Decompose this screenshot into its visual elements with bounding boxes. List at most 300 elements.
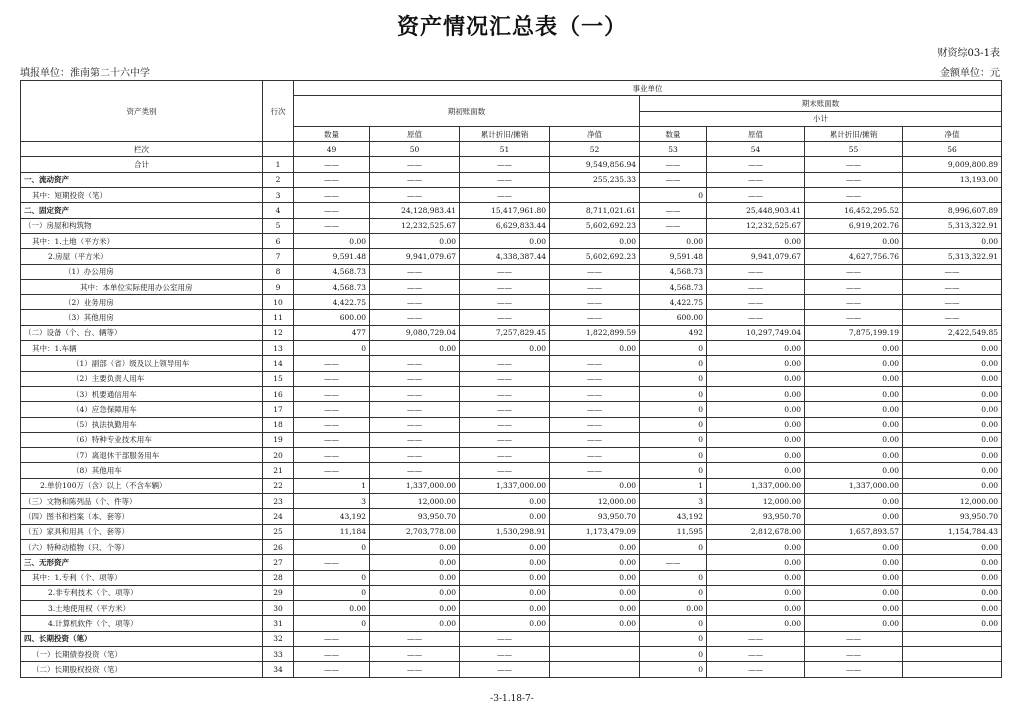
- row-value: 4,568.73: [294, 264, 370, 279]
- row-value: 0.00: [460, 555, 550, 570]
- row-value: 43,192: [640, 509, 707, 524]
- table-row: [21, 448, 1002, 463]
- row-value: 0: [640, 448, 707, 463]
- row-value: 8,996,607.89: [903, 203, 1002, 218]
- row-value: 0: [640, 646, 707, 661]
- row-value: ——: [707, 631, 805, 646]
- table-row: [21, 417, 1002, 432]
- row-value: 0.00: [460, 233, 550, 248]
- table-row: [21, 402, 1002, 417]
- row-value: ——: [460, 417, 550, 432]
- row-value: ——: [707, 310, 805, 325]
- amount-unit: 金额单位：元: [940, 68, 1000, 79]
- row-value: ——: [460, 463, 550, 478]
- table-row: [21, 218, 1002, 233]
- row-value: 0.00: [460, 601, 550, 616]
- table-row: [21, 631, 1002, 646]
- column-number: 50: [370, 142, 460, 157]
- row-value: 0.00: [805, 585, 903, 600]
- row-value: 0.00: [805, 233, 903, 248]
- row-value: 0.00: [640, 233, 707, 248]
- column-number: 49: [294, 142, 370, 157]
- row-value: 1,530,298.91: [460, 524, 550, 539]
- row-value: 0.00: [805, 417, 903, 432]
- row-value: 0.00: [805, 402, 903, 417]
- row-value: 7,875,199.19: [805, 325, 903, 340]
- row-value: 0.00: [707, 386, 805, 401]
- row-value: 9,941,079.67: [370, 249, 460, 264]
- table-row: [21, 233, 1002, 248]
- row-value: 0.00: [370, 570, 460, 585]
- row-value: 0.00: [805, 432, 903, 447]
- row-category: （三）文物和陈列品（个、件等）: [21, 494, 263, 509]
- column-header: 净值: [903, 126, 1002, 141]
- row-value: ——: [640, 157, 707, 172]
- header-category: 资产类别: [21, 81, 263, 142]
- row-category: 三、无形资产: [21, 555, 263, 570]
- row-line-no: 2: [263, 172, 294, 187]
- row-value: ——: [370, 432, 460, 447]
- row-value: 0: [640, 539, 707, 554]
- row-value: ——: [550, 402, 640, 417]
- row-value: ——: [294, 646, 370, 661]
- row-category: 其中：本单位实际使用办公室用房: [21, 279, 263, 294]
- table-row: [21, 585, 1002, 600]
- column-header: 累计折旧/摊销: [805, 126, 903, 141]
- row-value: ——: [805, 631, 903, 646]
- row-value: ——: [805, 662, 903, 677]
- row-line-no: 14: [263, 356, 294, 371]
- table-row: [21, 601, 1002, 616]
- row-value: 1,337,000.00: [370, 478, 460, 493]
- row-value: 6,919,202.76: [805, 218, 903, 233]
- row-line-no: 7: [263, 249, 294, 264]
- row-value: ——: [903, 310, 1002, 325]
- row-value: 0: [640, 570, 707, 585]
- row-value: 0.00: [707, 402, 805, 417]
- row-category: 3.土地使用权（平方米）: [21, 601, 263, 616]
- table-row: [21, 279, 1002, 294]
- row-value: 0.00: [460, 341, 550, 356]
- row-line-no: 28: [263, 570, 294, 585]
- row-value: 0.00: [805, 356, 903, 371]
- col-label-line-no: [263, 142, 294, 157]
- row-line-no: 6: [263, 233, 294, 248]
- row-category: 2.非专利技术（个、项等）: [21, 585, 263, 600]
- row-value: ——: [805, 310, 903, 325]
- row-value: 0.00: [707, 570, 805, 585]
- row-value: 9,591.48: [294, 249, 370, 264]
- row-value: 4,338,387.44: [460, 249, 550, 264]
- row-value: 9,549,856.94: [550, 157, 640, 172]
- col-label: 栏次: [21, 142, 263, 157]
- row-value: ——: [460, 371, 550, 386]
- row-value: ——: [903, 295, 1002, 310]
- row-value: 0.00: [805, 616, 903, 631]
- row-line-no: 13: [263, 341, 294, 356]
- row-value: 0.00: [805, 494, 903, 509]
- row-value: 0.00: [370, 585, 460, 600]
- row-category: 2.房屋（平方米）: [21, 249, 263, 264]
- row-value: ——: [370, 662, 460, 677]
- row-value: ——: [707, 172, 805, 187]
- row-value: ——: [640, 218, 707, 233]
- row-value: ——: [460, 356, 550, 371]
- row-value: 0.00: [707, 539, 805, 554]
- row-value: ——: [370, 402, 460, 417]
- row-value: 0.00: [707, 601, 805, 616]
- header-closing: 期末账面数: [640, 96, 1002, 111]
- table-row: [21, 341, 1002, 356]
- row-value: 0.00: [805, 539, 903, 554]
- row-line-no: 31: [263, 616, 294, 631]
- row-value: 0.00: [903, 585, 1002, 600]
- row-value: 4,568.73: [294, 279, 370, 294]
- row-value: 0: [640, 417, 707, 432]
- header-opening: 期初账面数: [294, 96, 640, 127]
- row-value: 0: [640, 356, 707, 371]
- row-category: （5）执法执勤用车: [21, 417, 263, 432]
- row-line-no: 23: [263, 494, 294, 509]
- row-value: ——: [370, 264, 460, 279]
- row-value: 0.00: [805, 509, 903, 524]
- row-value: ——: [550, 448, 640, 463]
- table-row: [21, 356, 1002, 371]
- row-value: 1,154,784.43: [903, 524, 1002, 539]
- row-value: 0.00: [550, 585, 640, 600]
- row-value: 0.00: [460, 494, 550, 509]
- row-value: 0.00: [805, 386, 903, 401]
- row-value: 10,297,749.04: [707, 325, 805, 340]
- row-value: 0: [294, 570, 370, 585]
- row-line-no: 19: [263, 432, 294, 447]
- row-value: 0.00: [903, 539, 1002, 554]
- row-value: 0.00: [370, 555, 460, 570]
- row-value: 0.00: [903, 463, 1002, 478]
- row-value: ——: [370, 356, 460, 371]
- row-value: 0.00: [550, 233, 640, 248]
- row-category: （五）家具和用具（个、套等）: [21, 524, 263, 539]
- row-value: 9,591.48: [640, 249, 707, 264]
- row-line-no: 8: [263, 264, 294, 279]
- row-value: 12,232,525.67: [707, 218, 805, 233]
- row-value: ——: [294, 203, 370, 218]
- row-value: 0.00: [460, 539, 550, 554]
- row-value: 25,448,903.41: [707, 203, 805, 218]
- row-value: 0.00: [903, 341, 1002, 356]
- row-value: ——: [903, 279, 1002, 294]
- row-value: ——: [550, 356, 640, 371]
- table-row: [21, 203, 1002, 218]
- row-value: ——: [805, 172, 903, 187]
- row-value: 0.00: [805, 463, 903, 478]
- row-value: ——: [294, 218, 370, 233]
- row-value: ——: [294, 157, 370, 172]
- row-value: 0.00: [903, 233, 1002, 248]
- row-value: 93,950.70: [707, 509, 805, 524]
- row-value: 0: [640, 386, 707, 401]
- row-value: 24,128,983.41: [370, 203, 460, 218]
- row-value: 600.00: [294, 310, 370, 325]
- row-value: 0.00: [460, 509, 550, 524]
- row-value: 0: [640, 585, 707, 600]
- row-value: 2,703,778.00: [370, 524, 460, 539]
- table-row: [21, 539, 1002, 554]
- row-value: 0.00: [805, 555, 903, 570]
- row-value: 0.00: [903, 555, 1002, 570]
- row-value: 0.00: [903, 402, 1002, 417]
- column-header: 数量: [294, 126, 370, 141]
- row-value: 4,627,756.76: [805, 249, 903, 264]
- row-value: 0.00: [805, 570, 903, 585]
- row-value: 93,950.70: [550, 509, 640, 524]
- row-value: 0.00: [550, 570, 640, 585]
- column-number: 55: [805, 142, 903, 157]
- row-value: ——: [460, 448, 550, 463]
- row-value: ——: [460, 295, 550, 310]
- form-code: 财资综03-1表: [937, 48, 1000, 59]
- row-value: 4,568.73: [640, 264, 707, 279]
- row-category: （6）特种专业技术用车: [21, 432, 263, 447]
- row-category: 2.单价100万（含）以上（不含车辆）: [21, 478, 263, 493]
- row-value: 0.00: [903, 417, 1002, 432]
- row-value: ——: [707, 264, 805, 279]
- page-number: -3-1.18-7-: [490, 694, 534, 704]
- row-line-no: 15: [263, 371, 294, 386]
- table-row: [21, 570, 1002, 585]
- table-row: [21, 249, 1002, 264]
- row-value: 0: [294, 341, 370, 356]
- row-category: （2）主要负责人用车: [21, 371, 263, 386]
- row-value: ——: [370, 172, 460, 187]
- row-value: 0.00: [903, 478, 1002, 493]
- row-value: 5,602,692.23: [550, 218, 640, 233]
- row-value: 0: [294, 616, 370, 631]
- row-value: ——: [550, 279, 640, 294]
- table-row: [21, 662, 1002, 677]
- row-category: 四、长期投资（笔）: [21, 631, 263, 646]
- table-row: [21, 188, 1002, 203]
- row-value: 0.00: [550, 539, 640, 554]
- row-value: ——: [707, 157, 805, 172]
- header-line-no: 行次: [263, 81, 294, 142]
- row-value: ——: [370, 188, 460, 203]
- row-category: （一）房屋和构筑物: [21, 218, 263, 233]
- row-value: ——: [550, 310, 640, 325]
- row-value: ——: [805, 264, 903, 279]
- row-value: ——: [370, 310, 460, 325]
- row-value: ——: [294, 417, 370, 432]
- row-value: 11,184: [294, 524, 370, 539]
- row-value: 0: [640, 341, 707, 356]
- row-value: ——: [805, 188, 903, 203]
- row-value: 9,080,729.04: [370, 325, 460, 340]
- row-line-no: 18: [263, 417, 294, 432]
- table-row: [21, 616, 1002, 631]
- row-value: 2,422,549.85: [903, 325, 1002, 340]
- row-value: ——: [370, 646, 460, 661]
- column-number: 52: [550, 142, 640, 157]
- row-value: ——: [550, 417, 640, 432]
- row-line-no: 26: [263, 539, 294, 554]
- row-value: ——: [460, 310, 550, 325]
- row-value: 600.00: [640, 310, 707, 325]
- row-value: 12,000.00: [903, 494, 1002, 509]
- row-value: ——: [294, 555, 370, 570]
- row-value: ——: [805, 295, 903, 310]
- column-number: 56: [903, 142, 1002, 157]
- table-row: [21, 325, 1002, 340]
- row-value: 0.00: [370, 601, 460, 616]
- row-value: 8,711,021.61: [550, 203, 640, 218]
- row-value: ——: [370, 279, 460, 294]
- row-line-no: 16: [263, 386, 294, 401]
- row-line-no: 33: [263, 646, 294, 661]
- row-value: ——: [550, 295, 640, 310]
- row-value: 0.00: [707, 616, 805, 631]
- row-line-no: 4: [263, 203, 294, 218]
- row-value: ——: [294, 172, 370, 187]
- row-value: [903, 646, 1002, 661]
- row-value: 0: [294, 585, 370, 600]
- table-row: [21, 494, 1002, 509]
- row-value: 0.00: [370, 233, 460, 248]
- row-value: [550, 646, 640, 661]
- row-value: ——: [460, 157, 550, 172]
- row-value: 0.00: [707, 555, 805, 570]
- row-value: 43,192: [294, 509, 370, 524]
- row-value: 0: [640, 432, 707, 447]
- row-value: 4,422.75: [294, 295, 370, 310]
- row-category: 一、流动资产: [21, 172, 263, 187]
- row-value: ——: [805, 279, 903, 294]
- row-value: ——: [294, 386, 370, 401]
- row-value: ——: [370, 463, 460, 478]
- row-value: 1,173,479.09: [550, 524, 640, 539]
- table-row: [21, 295, 1002, 310]
- row-value: 0.00: [903, 386, 1002, 401]
- row-value: ——: [370, 631, 460, 646]
- row-value: 3: [294, 494, 370, 509]
- row-value: 4,568.73: [640, 279, 707, 294]
- column-header: 原值: [707, 126, 805, 141]
- row-value: 7,257,829.45: [460, 325, 550, 340]
- row-value: ——: [805, 157, 903, 172]
- row-value: 12,232,525.67: [370, 218, 460, 233]
- row-category: 二、固定资产: [21, 203, 263, 218]
- row-value: ——: [370, 157, 460, 172]
- row-value: [903, 631, 1002, 646]
- row-value: 0.00: [550, 555, 640, 570]
- row-value: 1,337,000.00: [707, 478, 805, 493]
- table-row: [21, 646, 1002, 661]
- row-value: ——: [370, 386, 460, 401]
- table-row: [21, 310, 1002, 325]
- row-value: 12,000.00: [370, 494, 460, 509]
- row-value: ——: [707, 295, 805, 310]
- row-value: ——: [550, 371, 640, 386]
- row-category: （四）图书和档案（本、套等）: [21, 509, 263, 524]
- row-value: 477: [294, 325, 370, 340]
- row-line-no: 21: [263, 463, 294, 478]
- row-value: 0.00: [903, 448, 1002, 463]
- row-value: 11,595: [640, 524, 707, 539]
- column-header: 原值: [370, 126, 460, 141]
- row-value: 9,941,079.67: [707, 249, 805, 264]
- row-value: ——: [550, 264, 640, 279]
- row-value: ——: [707, 662, 805, 677]
- row-category: （3）机要通信用车: [21, 386, 263, 401]
- row-value: ——: [640, 203, 707, 218]
- row-value: 0.00: [550, 341, 640, 356]
- row-value: 3: [640, 494, 707, 509]
- row-value: 0: [640, 371, 707, 386]
- row-value: 1,337,000.00: [805, 478, 903, 493]
- row-value: ——: [460, 662, 550, 677]
- row-value: ——: [460, 386, 550, 401]
- row-value: ——: [460, 188, 550, 203]
- header-institution: 事业单位: [294, 81, 1002, 96]
- row-value: 93,950.70: [903, 509, 1002, 524]
- row-value: 9,009,800.89: [903, 157, 1002, 172]
- row-value: ——: [903, 264, 1002, 279]
- row-line-no: 10: [263, 295, 294, 310]
- row-category: 其中：1.车辆: [21, 341, 263, 356]
- row-value: [903, 188, 1002, 203]
- row-value: ——: [707, 188, 805, 203]
- row-value: 492: [640, 325, 707, 340]
- row-value: 0.00: [707, 341, 805, 356]
- row-value: ——: [460, 402, 550, 417]
- table-row: [21, 509, 1002, 524]
- row-value: 0.00: [707, 356, 805, 371]
- row-category: （一）长期债券投资（笔）: [21, 646, 263, 661]
- row-value: 0: [640, 188, 707, 203]
- row-value: 0.00: [805, 601, 903, 616]
- row-line-no: 34: [263, 662, 294, 677]
- row-value: ——: [294, 463, 370, 478]
- row-value: 0.00: [370, 539, 460, 554]
- row-line-no: 1: [263, 157, 294, 172]
- table-row: [21, 478, 1002, 493]
- row-value: 0.00: [903, 356, 1002, 371]
- row-value: 0.00: [707, 463, 805, 478]
- row-value: ——: [294, 188, 370, 203]
- row-value: 1,822,899.59: [550, 325, 640, 340]
- table-row: [21, 264, 1002, 279]
- column-header: 数量: [640, 126, 707, 141]
- row-value: 0.00: [707, 371, 805, 386]
- row-value: ——: [460, 646, 550, 661]
- row-value: ——: [370, 295, 460, 310]
- row-line-no: 11: [263, 310, 294, 325]
- row-value: 0.00: [903, 616, 1002, 631]
- row-value: ——: [707, 646, 805, 661]
- row-category: 合计: [21, 157, 263, 172]
- row-value: 93,950.70: [370, 509, 460, 524]
- table-row: [21, 432, 1002, 447]
- row-value: 0.00: [460, 585, 550, 600]
- reporting-unit: 填报单位：淮南第二十六中学: [20, 68, 150, 79]
- row-line-no: 17: [263, 402, 294, 417]
- row-value: ——: [294, 448, 370, 463]
- row-value: 0.00: [903, 371, 1002, 386]
- row-line-no: 9: [263, 279, 294, 294]
- table-row: [21, 386, 1002, 401]
- row-value: 1: [294, 478, 370, 493]
- row-value: ——: [707, 279, 805, 294]
- column-number: 54: [707, 142, 805, 157]
